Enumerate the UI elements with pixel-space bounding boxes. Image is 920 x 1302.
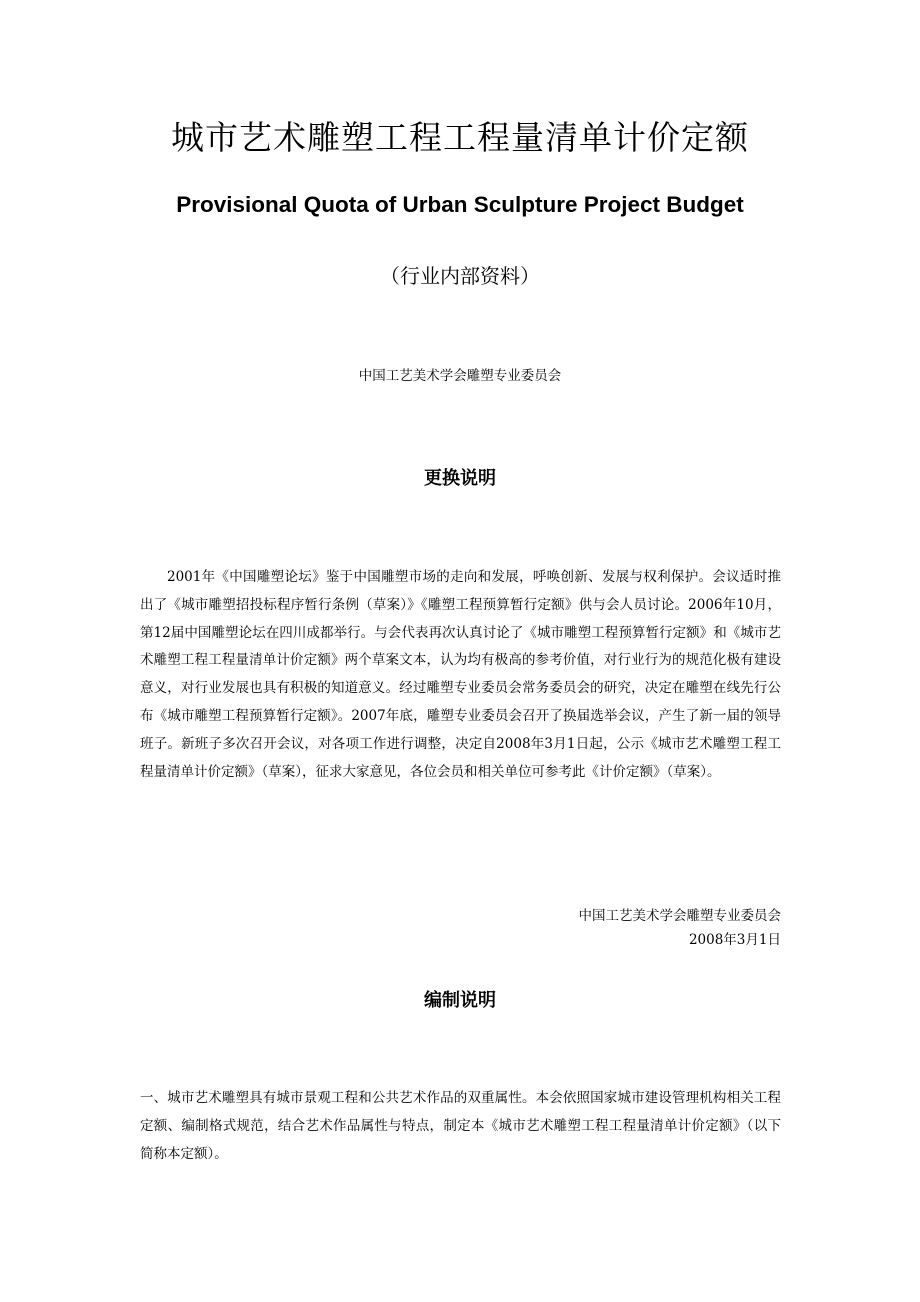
document-title-english: Provisional Quota of Urban Sculpture Project Budget (176, 192, 744, 217)
document-subtitle: （行业内部资料） (380, 264, 540, 288)
replacement-notes-paragraph: 2001年《中国雕塑论坛》鉴于中国雕塑市场的走向和发展，呼唤创新、发展与权利保护。会议适时推出了《城市雕塑招投标程序暂行条例（草案）》《雕塑工程预算暂行定额》供与会人员讨论。2006年10月，第12届中国雕塑论坛在四川成都举行。与会代表再次认真讨论了《城市雕塑工程预算暂行定额》和《城市艺术雕塑工程工程量清单计价定额》两个草案文本，认为均有极高的参考价值，对行业行为的规范化极有建设意义，对行业发展也具有积极的知道意义。经过雕塑专业委员会常务委员会的研究，决定在雕塑在线先行公布《城市雕塑工程预算暂行定额》。2007年底，雕塑专业委员会召开了换届选举会议，产生了新一届的领导班子。新班子多次召开会议，对各项工作进行调整，决定自2008年3月1日起，公示《城市艺术雕塑工程工程量清单计价定额》（草案），征求大家意见，各位会员和相关单位可参考此《计价定额》（草案）。 (140, 569, 781, 780)
compilation-notes-paragraph: 一、城市艺术雕塑具有城市景观工程和公共艺术作品的双重属性。本会依照国家城市建设管理机构相关工程定额、编制格式规范，结合艺术作品属性与特点，制定本《城市艺术雕塑工程工程量清单计价定额》（以下简称本定额）。 (140, 1090, 781, 1162)
signature-organization: 中国工艺美术学会雕塑专业委员会 (578, 908, 781, 924)
section-heading-replacement-notes: 更换说明 (424, 468, 496, 489)
section-heading-compilation-notes: 编制说明 (424, 990, 496, 1011)
signature-date: 2008年3月1日 (688, 932, 781, 948)
issuing-organization: 中国工艺美术学会雕塑专业委员会 (358, 368, 562, 384)
document-title-chinese: 城市艺术雕塑工程工程量清单计价定额 (171, 118, 749, 157)
